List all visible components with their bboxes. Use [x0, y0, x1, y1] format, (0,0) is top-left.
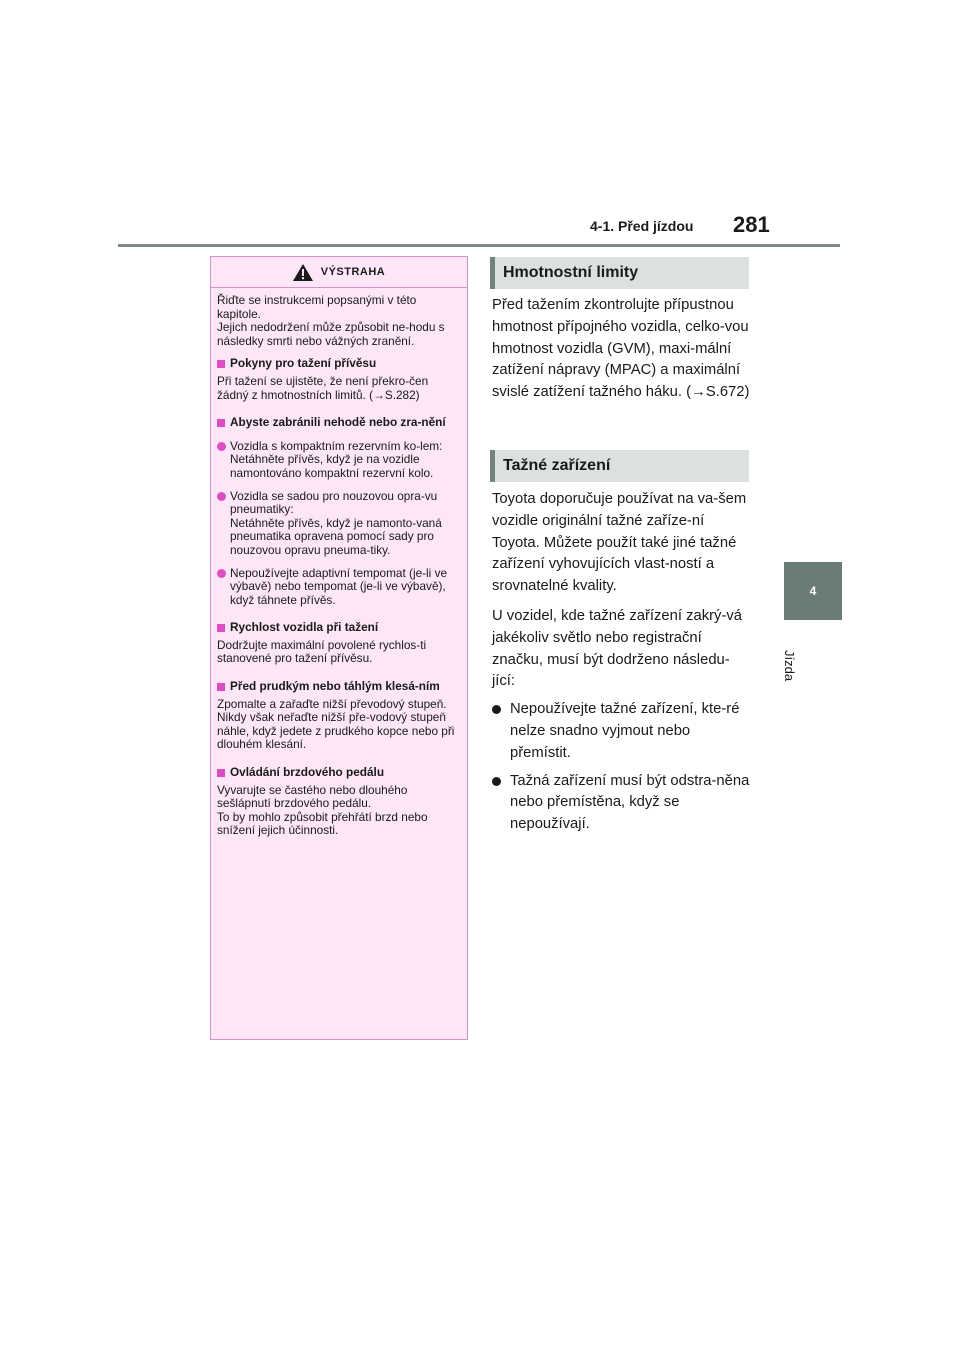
header-rule [118, 244, 840, 247]
warning-item-heading: Ovládání brzdového pedálu [217, 766, 461, 781]
square-bullet-icon [217, 624, 225, 632]
square-bullet-icon [217, 419, 225, 427]
warning-intro: Řiďte se instrukcemi popsanými v této kapitole. Jejich nedodržení může způsobit ne-hodu s následky smrti nebo vážných zranění. [217, 293, 445, 348]
paragraph: Před tažením zkontrolujte přípustnou hmotnost přípojného vozidla, celko-vou hmotnost vozidla (GVM), maxi-mální zatížení nápravy (MPAC) a maximální svislé zatížení tažného háku. (→S.672) [492, 297, 750, 401]
circle-bullet-icon [217, 569, 226, 578]
bullet-dot-icon [492, 705, 501, 714]
weight-limits-text [492, 295, 750, 404]
circle-bullet-icon [217, 492, 226, 501]
chapter-tab-number: 4 [809, 584, 817, 598]
warning-item-text: Při tažení se ujistěte, že není překro-čen žádný z hmotnostních limitů. (→S.282) [217, 373, 429, 402]
page-number: 281 [733, 212, 770, 237]
warning-subitem: Nepoužívejte adaptivní tempomat (je-li ve výbavě) nebo tempomat (je-li ve výbavě), když táhnete přívěs. [217, 567, 461, 608]
square-bullet-icon [217, 360, 225, 368]
warning-body [211, 288, 467, 838]
warning-title: VÝSTRAHA [320, 266, 386, 278]
section-heading-weight-limits: Hmotnostní limity [490, 257, 749, 289]
warning-item-heading: Před prudkým nebo táhlým klesá-ním [217, 680, 461, 695]
section-heading-towing-hitch: Tažné zařízení [490, 450, 749, 482]
warning-subitem: Vozidla se sadou pro nouzovou opra-vu pneumatiky: Netáhněte přívěs, když je namonto-vaná pneumatika opravena pomocí sady pro nouzovou opravu pneuma-tiky. [217, 490, 461, 558]
warning-item-heading: Abyste zabránili nehodě nebo zra-nění [217, 416, 461, 431]
warning-subitem: Vozidla s kompaktním rezervním ko-lem: Netáhněte přívěs, když je na vozidle namontováno kompaktní rezervní kolo. [217, 440, 461, 481]
circle-bullet-icon [217, 442, 226, 451]
warning-item-text: Zpomalte a zařaďte nižší převodový stupeň. Nikdy však neřaďte nižší pře-vodový stupeň náhle, když jedete z prudkého kopce nebo při dlouhém klesání. [217, 696, 455, 752]
towing-hitch-text [492, 489, 750, 836]
warning-item-text: Dodržujte maximální povolené rychlos-ti stanovené pro tažení přívěsu. [217, 637, 427, 666]
paragraph: U vozidel, kde tažné zařízení zakrý-vá jakékoliv světlo nebo registrační značku, musí být dodrženo následu-jící: [492, 607, 743, 690]
chapter-label [780, 650, 800, 710]
square-bullet-icon [217, 683, 225, 691]
section-title: 4-1. Před jízdou [590, 218, 694, 234]
bullet-dot-icon [492, 777, 501, 786]
list-item: Nepoužívejte tažné zařízení, kte-ré nelze snadno vyjmout nebo přemístit. [492, 699, 750, 764]
warning-item-heading: Pokyny pro tažení přívěsu [217, 357, 461, 372]
square-bullet-icon [217, 769, 225, 777]
warning-triangle-icon [293, 264, 313, 281]
chapter-tab[interactable] [784, 562, 842, 620]
warning-box [210, 256, 468, 1040]
warning-item-text: Vyvarujte se častého nebo dlouhého sešlápnutí brzdového pedálu. To by mohlo způsobit přehřátí brzd nebo snížení jejich účinnosti. [217, 782, 428, 838]
warning-item-heading: Rychlost vozidla při tažení [217, 621, 461, 636]
list-item: Tažná zařízení musí být odstra-něna nebo přemístěna, když se nepoužívají. [492, 771, 750, 836]
paragraph: Toyota doporučuje používat na va-šem vozidle originální tažné zaříze-ní Toyota. Můžete použít také jiné tažné zařízení vyhovujících vlast-ností a srovnatelné kvality. [492, 491, 747, 595]
chapter-label-text: Jízda [782, 650, 797, 682]
warning-header [211, 257, 467, 288]
